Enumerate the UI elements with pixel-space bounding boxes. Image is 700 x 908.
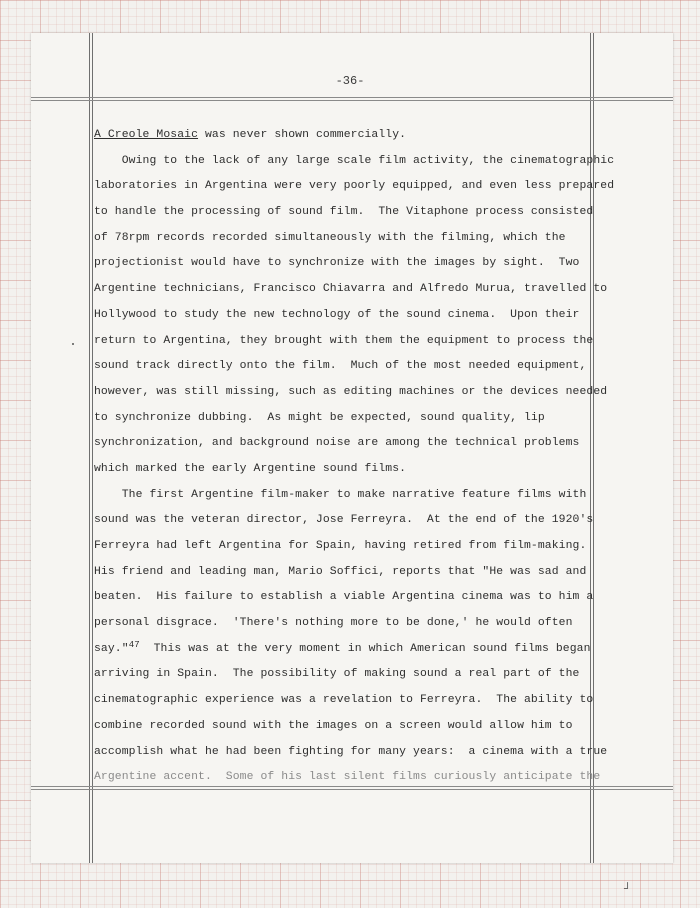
footnote-ref: 47 [128, 639, 140, 650]
top-margin-rule [31, 97, 673, 98]
line-text: projectionist would have to synchronize with the images by sight. Two [94, 257, 580, 270]
text-line [94, 174, 615, 200]
corner-mark-icon: ┘ [624, 882, 632, 896]
line-text: sound track directly onto the film. Much of the most needed equipment, [94, 360, 587, 373]
text-line [94, 740, 608, 766]
line-text: personal disgrace. 'There's nothing more to be done,' he would often [94, 617, 573, 630]
line-text: arriving in Spain. The possibility of making sound a real part of the [94, 668, 580, 681]
line-text: of 78rpm records recorded simultaneously with the filming, which the [94, 231, 566, 244]
text-line [94, 508, 594, 534]
text-line [94, 765, 601, 791]
text-line [94, 329, 594, 355]
text-line [94, 354, 594, 380]
text-line [94, 688, 594, 714]
line-text: cinematographic experience was a revelation to Ferreyra. The ability to [94, 694, 594, 707]
line-text: Ferreyra had left Argentina for Spain, having retired from film-making. [94, 540, 587, 552]
line-text: accomplish what he had been fighting for many years: a cinema with a true [94, 745, 608, 758]
line-text: which marked the early Argentine sound films. [94, 462, 407, 475]
text-line [94, 149, 615, 175]
line-text: return to Argentina, they brought with them the equipment to process the [94, 334, 594, 347]
text-line [94, 534, 594, 560]
line-text: This was at the very moment in which American sound films began [139, 642, 591, 655]
text-line [94, 483, 594, 509]
line-text: Argentine accent. Some of his last silent films curiously anticipate the [94, 771, 601, 784]
text-line [94, 123, 594, 149]
stray-dot [72, 343, 74, 345]
line-text: synchronization, and background noise are among the technical problems [94, 437, 580, 450]
line-text: was never shown commercially. [198, 129, 407, 141]
text-line [94, 457, 594, 483]
line-text: The first Argentine film-maker to make narrative feature films with [94, 488, 587, 501]
text-line [94, 431, 594, 457]
line-text: combine recorded sound with the images on a screen would allow him to [94, 719, 573, 732]
line-text: Hollywood to study the new technology of the sound cinema. Upon their [94, 308, 580, 321]
line-text: Argentine technicians, Francisco Chiavarra and Alfredo Murua, travelled to [94, 283, 608, 296]
line-text: beaten. His failure to establish a viable Argentina cinema was to him a [94, 591, 594, 604]
film-title: A Creole Mosaic [94, 129, 199, 141]
line-text: His friend and leading man, Mario Soffici, reports that "He was sad and [94, 565, 587, 578]
text-line [94, 380, 608, 406]
left-margin-rule [89, 33, 90, 863]
page-number: -36- [335, 74, 365, 88]
text-line [94, 585, 594, 611]
text-line [94, 714, 594, 740]
text-line [94, 560, 594, 586]
text-line [94, 303, 594, 329]
body-text [94, 123, 615, 791]
line-text: laboratories in Argentina were very poorly equipped, and even less prepared [94, 180, 615, 193]
text-line [94, 611, 594, 637]
line-text: to handle the processing of sound film. The Vitaphone process consisted [94, 206, 594, 219]
left-margin-rule-2 [92, 33, 93, 863]
line-prefix: say." [94, 642, 129, 655]
text-line [94, 406, 594, 432]
text-line [94, 662, 594, 688]
line-text: sound was the veteran director, Jose Ferreyra. At the end of the 1920's [94, 514, 594, 527]
line-text: Owing to the lack of any large scale film activity, the cinematographic [94, 154, 615, 167]
line-text: however, was still missing, such as editing machines or the devices needed [94, 385, 608, 398]
line-text: to synchronize dubbing. As might be expected, sound quality, lip [94, 411, 545, 424]
text-line [94, 226, 594, 252]
text-line [94, 637, 594, 663]
text-line [94, 251, 594, 277]
text-line [94, 200, 594, 226]
text-line [94, 277, 608, 303]
top-margin-rule-2 [31, 100, 673, 101]
